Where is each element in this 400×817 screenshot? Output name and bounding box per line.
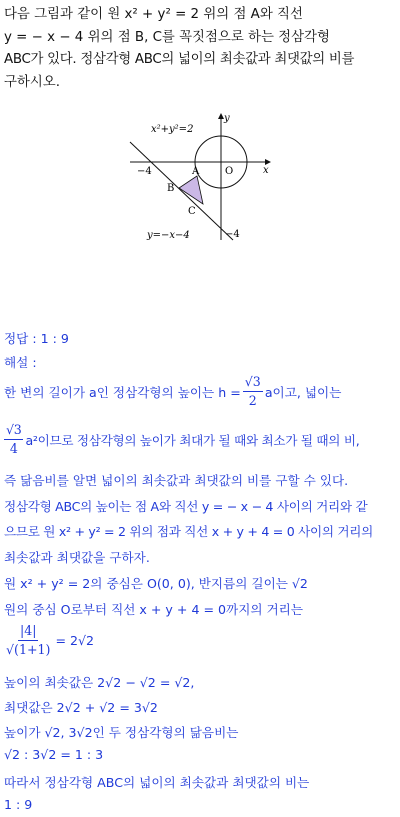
solution-line-14: 따라서 정삼각형 ABC의 넓이의 최솟값과 최댓값의 비는 [4, 775, 310, 790]
y-intercept-label: −4 [225, 229, 240, 240]
x-axis-label: x [263, 165, 269, 176]
solution-line-13: √2 : 3√2 = 1 : 3 [4, 747, 104, 762]
question-text [4, 4, 398, 94]
solution-line-1 [4, 373, 398, 408]
solution-line-4: 정삼각형 ABC의 높이는 점 A와 직선 y = − x − 4 사이의 거리와 같 [4, 499, 368, 514]
fraction-numerator: |4| [18, 622, 39, 641]
solution-line-10: 높이의 최솟값은 2√2 − √2 = √2, [4, 675, 195, 690]
explanation-label: 해설 : [4, 355, 37, 370]
solution-line-5: 으므로 원 x² + y² = 2 위의 점과 직선 x + y + 4 = 0 사이의 거리의 [4, 524, 374, 539]
fraction-denominator: 2 [248, 392, 257, 408]
point-b-label: B [167, 183, 175, 194]
question-line-4: 구하시오. [4, 74, 60, 90]
question-line-3: ABC가 있다. 정삼각형 ABC의 넓이의 최솟값과 최댓값의 비를 [4, 52, 355, 67]
fraction-distance [4, 622, 52, 659]
solution-line-12: 높이가 √2, 3√2인 두 정삼각형의 닮음비는 [4, 725, 239, 740]
y-axis-label: y [224, 113, 230, 124]
solution-line-9 [4, 622, 398, 658]
solution-line-1-text: 한 변의 길이가 a인 정삼각형의 높이는 h = [4, 384, 241, 400]
circle-equation-label: x²+y²=2 [151, 124, 194, 135]
fraction-denominator: 4 [9, 440, 18, 456]
point-c-label: C [188, 206, 196, 217]
solution-line-8: 원의 중심 O로부터 직선 x + y + 4 = 0까지의 거리는 [4, 602, 304, 617]
solution-line-7: 원 x² + y² = 2의 중심은 O(0, 0), 반지름의 길이는 √2 [4, 576, 308, 591]
solution-line-9-result: = 2√2 [55, 632, 95, 648]
line-y-minus-x-minus-4 [130, 142, 233, 240]
question-line-2: y = − x − 4 위의 점 B, C를 꼭짓점으로 하는 정삼각형 [4, 29, 330, 45]
solution-line-3: 즉 닮음비를 알면 넓이의 최솟값과 최댓값의 비를 구할 수 있다. [4, 473, 349, 488]
fraction-numerator: √3 [4, 421, 23, 440]
solution-line-15: 1 : 9 [4, 797, 33, 812]
fraction-sqrt3-over-4 [4, 421, 23, 458]
origin-label: O [225, 166, 234, 177]
solution-line-11: 최댓값은 2√2 + √2 = 3√2 [4, 700, 158, 715]
fraction-numerator: √3 [243, 373, 263, 392]
solution-line-2-text: a²이므로 정삼각형의 높이가 최대가 될 때와 최소가 될 때의 비, [25, 432, 360, 448]
solution-line-2 [4, 421, 398, 456]
x-intercept-label: −4 [137, 166, 152, 177]
fraction-sqrt3-over-2 [243, 373, 263, 410]
question-line-1: 다음 그림과 같이 원 x² + y² = 2 위의 점 A와 직선 [4, 7, 303, 22]
solution-line-6: 최솟값과 최댓값을 구하자. [4, 550, 150, 565]
solution-line-1-tail: a이고, 넓이는 [264, 384, 342, 400]
point-a-label: A [192, 166, 200, 177]
answer-line: 정답 : 1 : 9 [4, 331, 69, 346]
fraction-denominator: √(1+1) [6, 641, 51, 657]
line-equation-label: y=−x−4 [147, 230, 190, 241]
coordinate-figure [125, 110, 275, 245]
